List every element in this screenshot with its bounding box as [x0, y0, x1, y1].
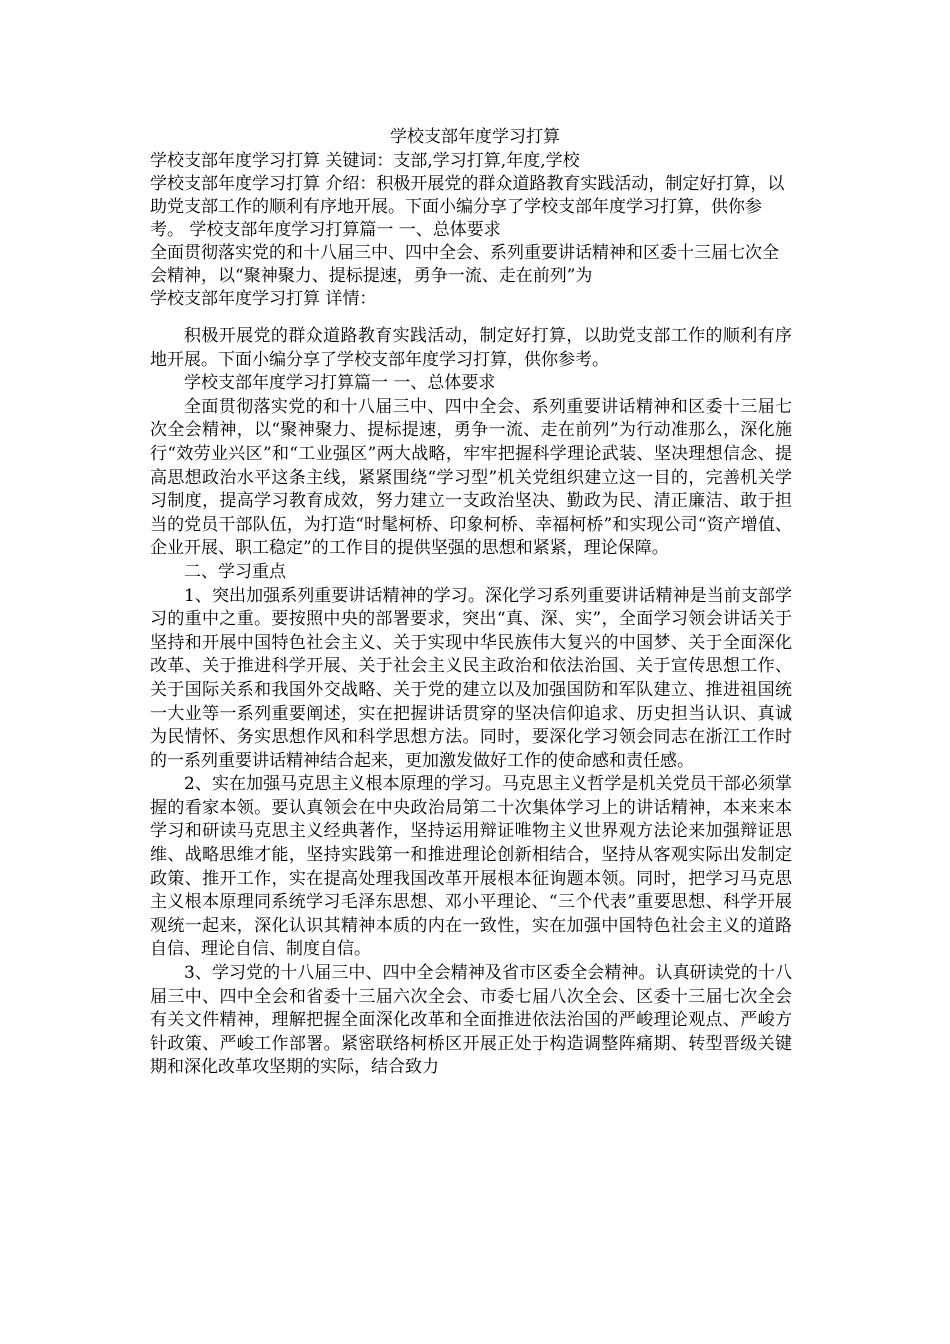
paragraph-point-3: 3、学习党的十八届三中、四中全会精神及省市区委全会精神。认真研读党的十八届三中、四中全会和省委十三届六次全会、市委七届八次全会、区委十三届七次全会有关文件精神，理解把握全面深化改革和全面推进依法治国的严峻理论观点、严峻方针政策、严峻工作部署。紧密联络柯桥区开展正处于构造调整阵痛期、转型晋级关键期和深化改革攻坚期的实际，结合致力	[150, 963, 792, 1078]
document-body	[150, 325, 792, 1080]
summary-line: 全面贯彻落实党的和十八届三中、四中全会、系列重要讲话精神和区委十三届七次全会精神，以“聚神聚力、提标提速，勇争一流、走在前列”为	[150, 243, 779, 286]
paragraph-point-2: 2、实在加强马克思主义根本原理的学习。马克思主义哲学是机关党员干部必须掌握的看家本领。要认真领会在中央政治局第二十次集体学习上的讲话精神，本来来本学习和研读马克思主义经典著作，坚持运用辩证唯物主义世界观方法论来加强辩证思维、战略思维才能，坚持实践第一和推进理论创新相结合，坚持从客观实际出发制定政策、推开工作，实在提高处理我国改革开展根本征询题本领。同时，把学习马克思主义根本原理同系统学习毛泽东思想、邓小平理论、“三个代表”重要思想、科学开展观统一起来，深化认识其精神本质的内在一致性，实在加强中国特色社会主义的道路自信、理论自信、制度自信。	[150, 774, 792, 960]
paragraph-general-requirements: 全面贯彻落实党的和十八届三中、四中全会、系列重要讲话精神和区委十三届七次全会精神，以“聚神聚力、提标提速，勇争一流、走在前列”为行动准那么，深化施行“效劳业兴区”和“工业强区”两大战略，牢牢把握科学理论武装、坚决理想信念、提高思想政治水平这条主线，紧紧围绕“学习型”机关党组织建立这一目的，完善机关学习制度，提高学习教育成效，努力建立一支政治坚决、勤政为民、清正廉洁、敢于担当的党员干部队伍，为打造“时髦柯桥、印象柯桥、幸福柯桥”和实现公司“资产增值、企业开展、职工稳定”的工作目的提供坚强的思想和紧紧，理论保障。	[150, 396, 792, 559]
document-title: 学校支部年度学习打算	[390, 127, 560, 147]
detail-label: 学校支部年度学习打算 详情：	[150, 289, 377, 309]
paragraph-intro: 积极开展党的群众道路教育实践活动，制定好打算，以助党支部工作的顺利有序地开展。下面小编分享了学校支部年度学习打算，供你参考。	[150, 326, 792, 370]
paragraph-point-1: 1、突出加强系列重要讲话精神的学习。深化学习系列重要讲话精神是当前支部学习的重中之重。要按照中央的部署要求，突出“真、深、实”，全面学习领会讲话关于坚持和开展中国特色社会主义、关于实现中华民族伟大复兴的中国梦、关于全面深化改革、关于推进科学开展、关于社会主义民主政治和依法治国、关于宣传思想工作、关于国际关系和我国外交战略、关于党的建立以及加强国防和军队建立、推进祖国统一大业等一系列重要阐述，实在把握讲话贯穿的坚决信仰追求、历史担当认识、真诚为民情怀、务实思想作风和科学思想方法。同时，要深化学习领会同志在浙江工作时的一系列重要讲话精神结合起来，更加激发做好工作的使命感和责任感。	[150, 585, 792, 771]
keywords-line: 学校支部年度学习打算 关键词：支部,学习打算,年度,学校	[150, 151, 580, 171]
section-heading-1: 学校支部年度学习打算篇一 一、总体要求	[184, 373, 496, 394]
document-header	[150, 150, 790, 311]
intro-line: 学校支部年度学习打算 介绍：积极开展党的群众道路教育实践活动，制定好打算，以助党支部工作的顺利有序地开展。下面小编分享了学校支部年度学习打算，供你参考。 学校支部年度学习打算篇一 一、总体要求	[150, 174, 785, 240]
section-heading-2: 二、学习重点	[184, 561, 286, 582]
